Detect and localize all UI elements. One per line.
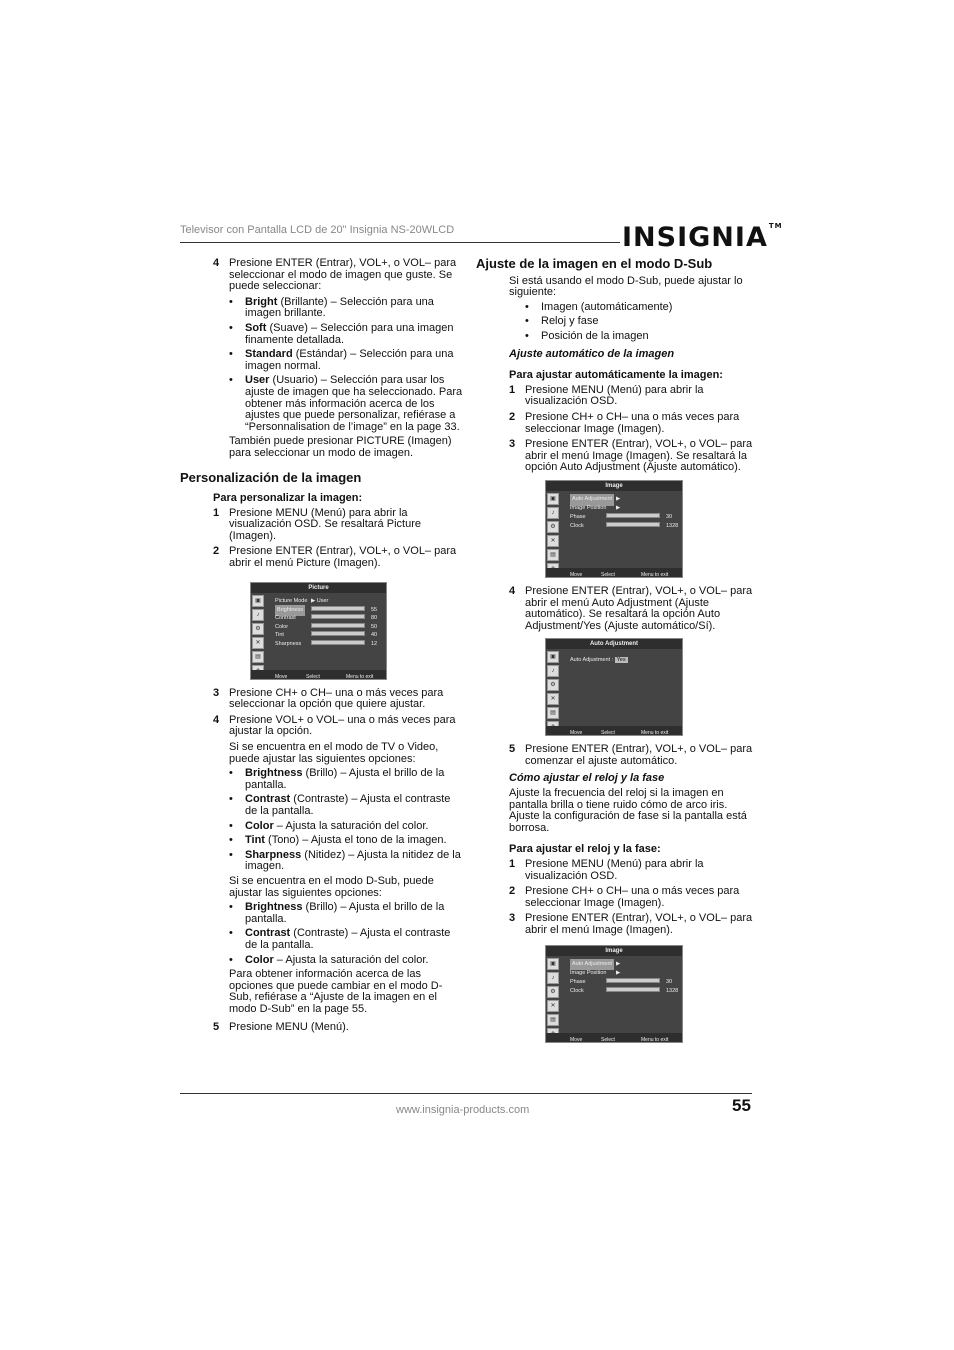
osd-row-auto: Auto Adjustment xyxy=(570,959,614,971)
osd-row-phase: Phase xyxy=(570,978,586,985)
list-item: • Brightness (Brillo) – Ajusta el brillo de la pantalla. xyxy=(229,767,445,791)
step: 1 Presione MENU (Menú) para abrir la visualización OSD. xyxy=(509,383,704,408)
osd-row-position: Image Position xyxy=(570,504,607,511)
list-item: • Posición de la imagen xyxy=(525,329,649,342)
dsub-intro: Si se encuentra en el modo D-Sub, puede ajustar las siguientes opciones: xyxy=(229,874,434,899)
osd-slider xyxy=(311,614,365,619)
osd-auto-adjustment-menu: Auto Adjustment ▣ ♪ ⚙ ✕ ▤ Auto Adjustment : Yes Move Select Menu to exit xyxy=(545,638,683,736)
list-item: • Soft (Suave) – Selección para una imagen finamente detallada. xyxy=(229,321,454,346)
step: 1 Presione MENU (Menú) para abrir la visualización OSD. Se resaltará Picture (Imagen). xyxy=(213,506,421,542)
step: 4 Presione VOL+ o VOL– una o más veces para ajustar la opción. xyxy=(213,713,456,738)
list-item: • Tint (Tono) – Ajusta el tono de la imagen. xyxy=(229,834,447,847)
list-item: • User (Usuario) – Selección para usar los ajuste de imagen que ha seleccionado. Para obtener más información acerca de los ajustes que puede personalizar, refiérase a “Personnalisation de l’image” en la page 33. xyxy=(229,374,463,433)
osd-title: Image xyxy=(546,946,682,956)
osd-picture-menu xyxy=(250,582,387,680)
osd-footer: Move Select Menu to exit xyxy=(251,670,386,679)
osd-row-label: Color xyxy=(275,623,289,630)
list-item: • Reloj y fase xyxy=(525,315,599,328)
step: 3 Presione ENTER (Entrar), VOL+, o VOL– para abrir el menú Image (Imagen). xyxy=(509,912,753,936)
step: 3 Presione CH+ o CH– una o más veces para seleccionar la opción que quiere ajustar. xyxy=(213,686,444,711)
sub-auto-steps: Para ajustar automáticamente la imagen: xyxy=(509,369,723,382)
osd-value: 12 xyxy=(371,640,378,647)
step: 3 Presione ENTER (Entrar), VOL+, o VOL– para abrir el menú Image (Imagen). Se resaltará la opción Auto Adjustment (Ajuste automático). xyxy=(509,438,753,474)
list-item: • Color – Ajusta la saturación del color. xyxy=(229,819,429,832)
right-step-5: 5 Presione ENTER (Entrar), VOL+, o VOL– para comenzar el ajuste automático. xyxy=(509,743,753,767)
step-4: 4 Presione ENTER (Entrar), VOL+, o VOL– para seleccionar el modo de imagen que guste. Se puede seleccionar: xyxy=(213,257,457,293)
list-item: • Contrast (Contraste) – Ajusta el contraste de la pantalla. xyxy=(229,793,451,817)
osd-row-label: Contrast xyxy=(275,615,296,622)
osd-image-menu-2: Image ▣ ♪ ⚙ ✕ ▤ Auto Adjustment ▶ Image Position ▶ Phase 30 Clock 1328 Move Select Menu to exit xyxy=(545,945,683,1043)
osd-slider xyxy=(311,640,365,645)
step: 2 Presione CH+ o CH– una o más veces para seleccionar Image (Imagen). xyxy=(509,410,740,435)
osd-image-menu: Image ▣ ♪ ⚙ ✕ ▤ Auto Adjustment ▶ Image Position ▶ Phase 30 Clock 1328 Move Select Menu to exit xyxy=(545,480,683,578)
tv-intro: Si se encuentra en el modo de TV o Video, puede ajustar las siguientes opciones: xyxy=(229,741,439,765)
subheading-personalize: Para personalizar la imagen: xyxy=(213,492,363,505)
left-column xyxy=(180,258,465,1037)
osd-slider xyxy=(311,606,365,611)
osd-title: Auto Adjustment xyxy=(546,639,682,649)
list-item: • Sharpness (Nitidez) – Ajusta la nitidez de la imagen. xyxy=(229,848,461,873)
right-step-4: 4 Presione ENTER (Entrar), VOL+, o VOL– para abrir el menú Auto Adjustment (Ajuste automático). Se resaltará la opción Auto Adjustment/Yes (Ajuste automático/Sí). xyxy=(509,584,753,632)
list-item: • Bright (Brillante) – Selección para una imagen brillante. xyxy=(229,295,434,320)
osd-sidebar: ▣ ♪ ⚙ ✕ ▤ xyxy=(252,595,264,679)
osd-value: 40 xyxy=(371,632,378,639)
step-5: 5 Presione MENU (Menú). xyxy=(213,1020,349,1033)
osd-title: Image xyxy=(546,481,682,491)
footer-url: www.insignia-products.com xyxy=(396,1104,530,1116)
list-item: • Standard (Estándar) – Selección para una imagen normal. xyxy=(229,348,454,372)
step: 2 Presione CH+ o CH– una o más veces para seleccionar Image (Imagen). xyxy=(509,885,740,909)
osd-row-label: Sharpness xyxy=(275,640,302,647)
osd-row-auto: Auto Adjustment xyxy=(570,494,614,506)
osd-row-phase: Phase xyxy=(570,513,586,520)
page-number: 55 xyxy=(732,1096,751,1115)
clock-text: Ajuste la frecuencia del reloj si la imagen en pantalla brilla o tiene ruido cómo de arco iris. Ajuste la configuración de fase si la pantalla está borrosa. xyxy=(509,787,747,834)
osd-slider xyxy=(311,623,365,628)
list-item: • Brightness (Brillo) – Ajusta el brillo de la pantalla. xyxy=(229,901,445,925)
osd-title: Picture xyxy=(251,583,386,593)
osd-value-user: ▶ User xyxy=(311,597,329,604)
osd-value: 55 xyxy=(371,606,378,613)
osd-slider xyxy=(311,631,365,636)
subheading-auto: Ajuste automático de la imagen xyxy=(509,347,675,360)
footer-rule xyxy=(180,1093,752,1094)
osd-row-picture-mode: Picture Mode xyxy=(275,597,308,604)
osd-value: 50 xyxy=(371,623,378,630)
picture-button-note: También puede presionar PICTURE (Imagen) para seleccionar un modo de imagen. xyxy=(229,435,452,459)
dsub-more-info: Para obtener información acerca de las opciones que puede cambiar en el modo D-Sub, refiérase a “Ajuste de la imagen en el modo D-Sub” en la page 55. xyxy=(229,968,443,1015)
osd-row-auto: Auto Adjustment : Yes xyxy=(570,657,626,664)
section-heading-dsub: Ajuste de la imagen en el modo D-Sub xyxy=(476,256,713,271)
osd-row-label: Tint xyxy=(275,632,284,639)
osd-value: 80 xyxy=(371,615,378,622)
osd-row-position: Image Position xyxy=(570,969,607,976)
subheading-clock: Cómo ajustar el reloj y la fase xyxy=(509,772,665,785)
step: 1 Presione MENU (Menú) para abrir la visualización OSD. xyxy=(509,858,704,882)
step: 2 Presione ENTER (Entrar), VOL+, o VOL– para abrir el menú Picture (Imagen). xyxy=(213,545,457,570)
section-heading-personalize: Personalización de la imagen xyxy=(180,469,362,485)
osd-row-label: Brightness xyxy=(275,605,305,617)
picture-mode-list xyxy=(180,297,465,434)
dsub-intro-right: Si está usando el modo D-Sub, puede ajustar lo siguiente: xyxy=(509,274,743,299)
list-item: • Contrast (Contraste) – Ajusta el contraste de la pantalla. xyxy=(229,927,451,951)
osd-row-clock: Clock xyxy=(570,987,584,994)
list-item: • Color – Ajusta la saturación del color. xyxy=(229,953,429,966)
osd-row-clock: Clock xyxy=(570,522,584,529)
header-rule xyxy=(180,242,620,243)
sub-clock-steps: Para ajustar el reloj y la fase: xyxy=(509,843,661,856)
right-column xyxy=(476,258,756,1043)
list-item: • Imagen (automáticamente) xyxy=(525,300,673,313)
header-title: Televisor con Pantalla LCD de 20" Insignia NS-20WLCD xyxy=(180,224,455,236)
insignia-logo: INSIGNIA™ xyxy=(622,222,783,253)
